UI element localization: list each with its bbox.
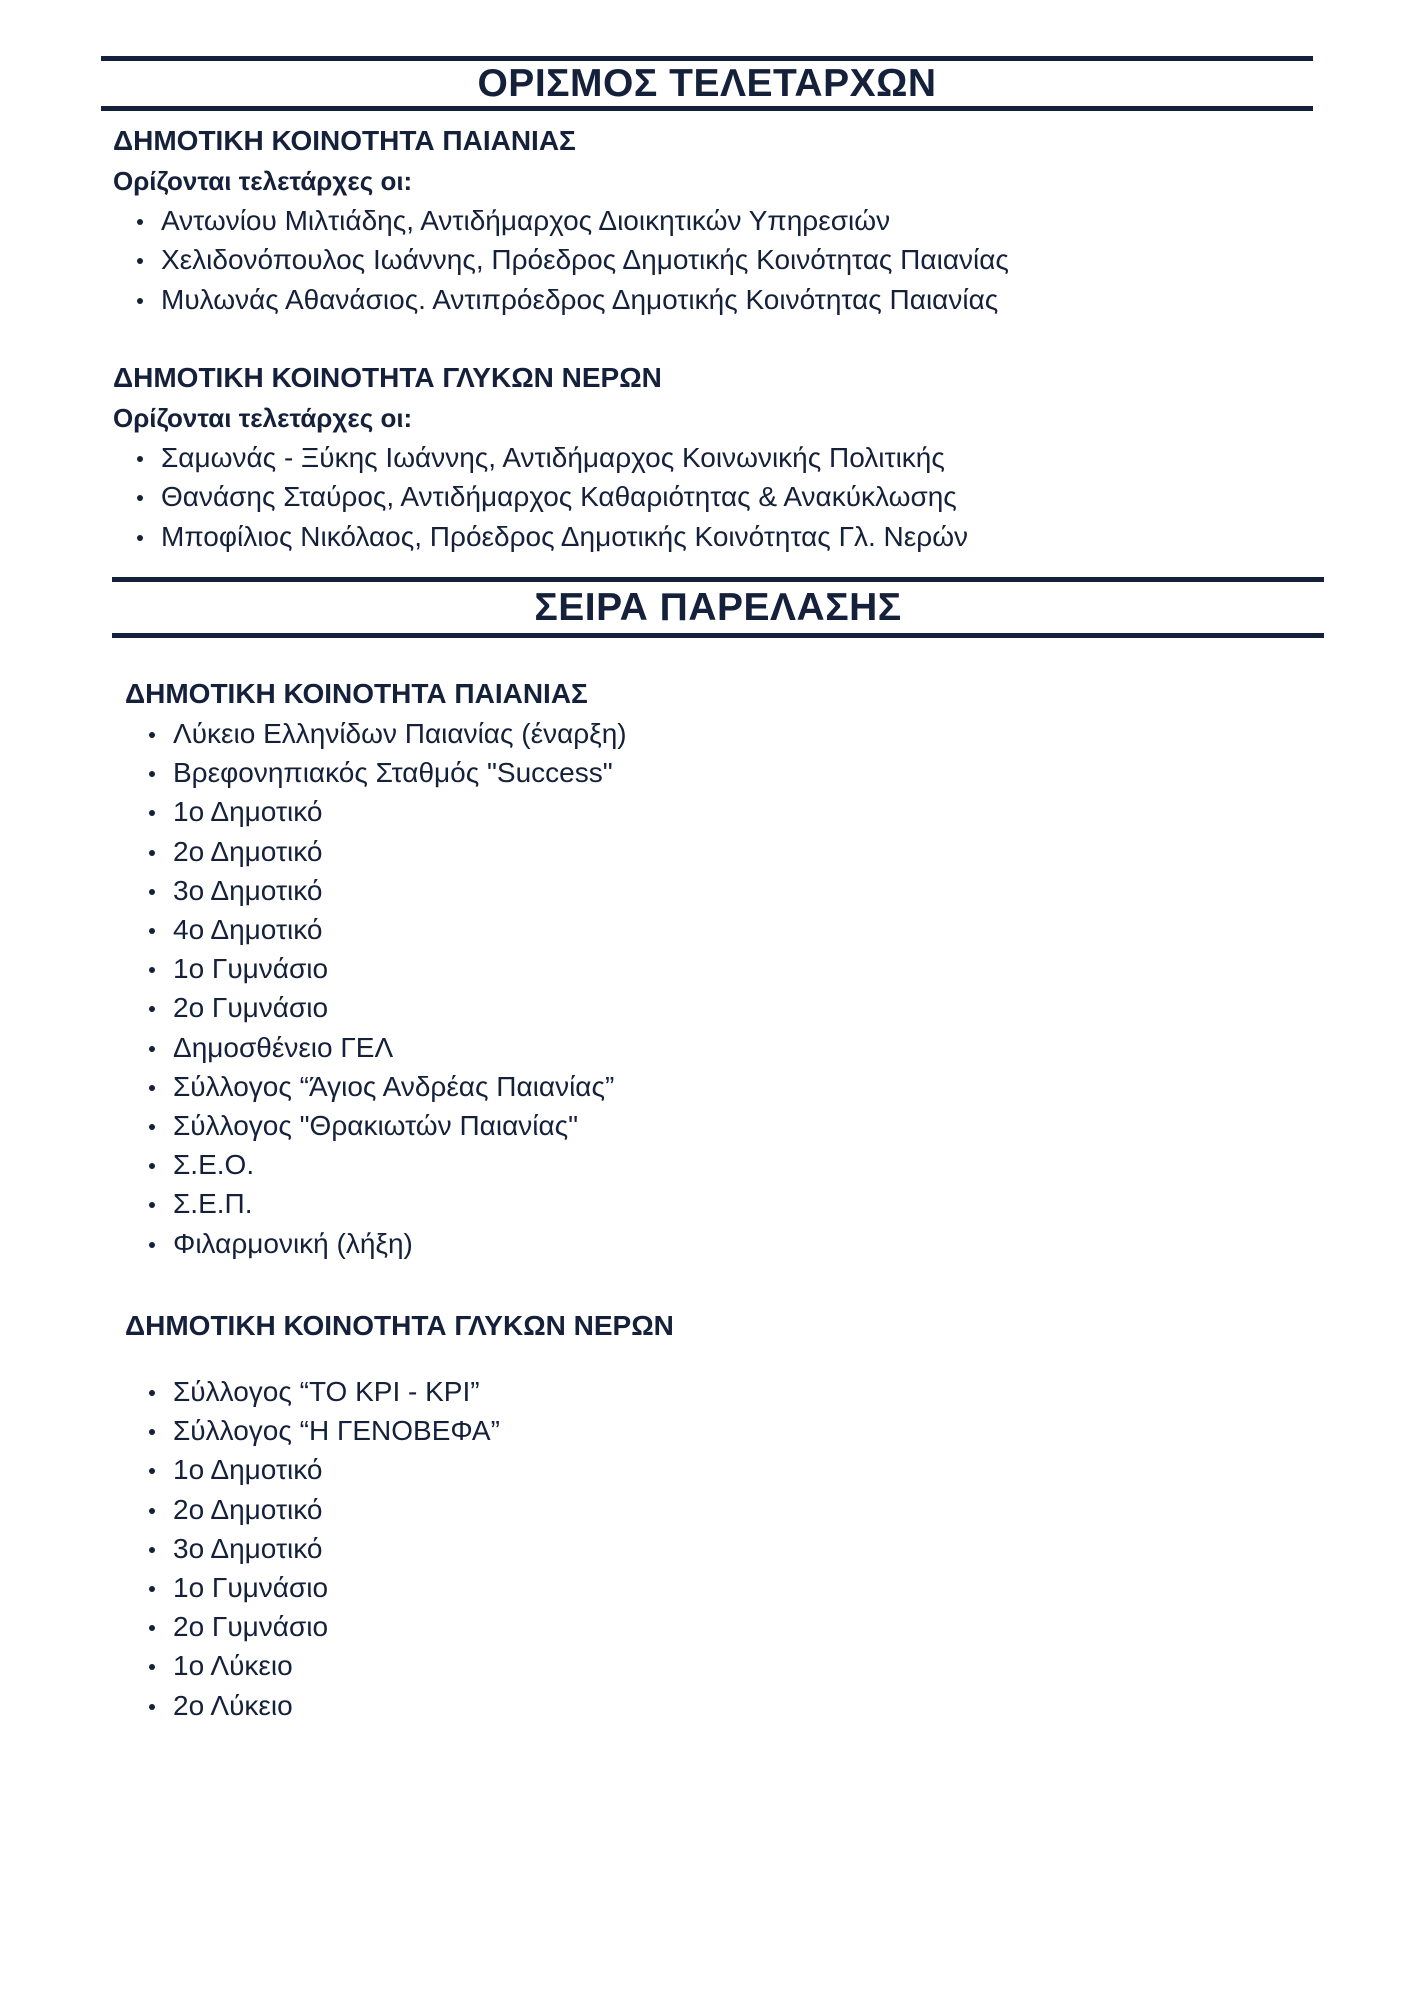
list-item: 1ο Δημοτικό: [125, 792, 627, 831]
list-item: 3ο Δημοτικό: [125, 1529, 674, 1568]
parelasi-glyka-nera-list: [125, 1372, 674, 1725]
teletarches-paiania-intro: Ορίζονται τελετάρχες οι:: [113, 166, 413, 196]
teletarches-paiania-list: [113, 201, 1009, 319]
parelasi-paiania-heading: ΔΗΜΟΤΙΚΗ ΚΟΙΝΟΤΗΤΑ ΠΑΙΑΝΙΑΣ: [125, 678, 588, 709]
list-item: Σύλλογος “Η ΓΕΝΟΒΕΦΑ”: [125, 1411, 674, 1450]
parelasi-glyka-nera-heading: ΔΗΜΟΤΙΚΗ ΚΟΙΝΟΤΗΤΑ ΓΛΥΚΩΝ ΝΕΡΩΝ: [125, 1310, 674, 1341]
spacer: [125, 1346, 674, 1372]
teletarches-paiania-heading: ΔΗΜΟΤΙΚΗ ΚΟΙΝΟΤΗΤΑ ΠΑΙΑΝΙΑΣ: [113, 125, 576, 156]
list-item: 2ο Γυμνάσιο: [125, 1607, 674, 1646]
parelasi-paiania-block: [125, 674, 627, 1263]
teletarches-title: ΟΡΙΣΜΟΣ ΤΕΛΕΤΑΡΧΩΝ: [477, 61, 937, 105]
teletarches-glyka-nera-block: [113, 358, 968, 556]
list-item: Μποφίλιος Νικόλαος, Πρόεδρος Δημοτικής Κοινότητας Γλ. Νερών: [113, 517, 968, 556]
teletarches-glyka-nera-list: [113, 438, 968, 556]
list-item: Θανάσης Σταύρος, Αντιδήμαρχος Καθαριότητας & Ανακύκλωσης: [113, 477, 968, 516]
list-item: Μυλωνάς Αθανάσιος. Αντιπρόεδρος Δημοτικής Κοινότητας Παιανίας: [113, 280, 1009, 319]
list-item: 1ο Γυμνάσιο: [125, 949, 627, 988]
list-item: 2ο Λύκειο: [125, 1686, 674, 1725]
list-item: 2ο Δημοτικό: [125, 832, 627, 871]
list-item: Φιλαρμονική (λήξη): [125, 1224, 627, 1263]
parelasi-glyka-nera-block: [125, 1306, 674, 1725]
list-item: Σαμωνάς - Ξύκης Ιωάννης, Αντιδήμαρχος Κοινωνικής Πολιτικής: [113, 438, 968, 477]
teletarches-glyka-nera-heading: ΔΗΜΟΤΙΚΗ ΚΟΙΝΟΤΗΤΑ ΓΛΥΚΩΝ ΝΕΡΩΝ: [113, 362, 662, 393]
parelasi-paiania-list: [125, 714, 627, 1263]
list-item: 1ο Δημοτικό: [125, 1450, 674, 1489]
list-item: Χελιδονόπουλος Ιωάννης, Πρόεδρος Δημοτικής Κοινότητας Παιανίας: [113, 240, 1009, 279]
list-item: 2ο Δημοτικό: [125, 1490, 674, 1529]
list-item: Σύλλογος “ΤΟ ΚΡΙ - ΚΡΙ”: [125, 1372, 674, 1411]
list-item: Σ.Ε.Ο.: [125, 1145, 627, 1184]
list-item: 1ο Λύκειο: [125, 1646, 674, 1685]
parelasi-title: ΣΕΙΡΑ ΠΑΡΕΛΑΣΗΣ: [534, 585, 902, 629]
list-item: 3ο Δημοτικό: [125, 871, 627, 910]
list-item: 1ο Γυμνάσιο: [125, 1568, 674, 1607]
list-item: Σύλλογος "Θρακιωτών Παιανίας": [125, 1106, 627, 1145]
teletarches-paiania-block: [113, 121, 1009, 319]
teletarches-title-band: [101, 56, 1313, 111]
parelasi-title-band: [112, 577, 1324, 638]
list-item: Λύκειο Ελληνίδων Παιανίας (έναρξη): [125, 714, 627, 753]
list-item: 2ο Γυμνάσιο: [125, 988, 627, 1027]
list-item: Αντωνίου Μιλτιάδης, Αντιδήμαρχος Διοικητικών Υπηρεσιών: [113, 201, 1009, 240]
list-item: Σ.Ε.Π.: [125, 1184, 627, 1223]
teletarches-glyka-nera-intro: Ορίζονται τελετάρχες οι:: [113, 403, 413, 433]
list-item: Σύλλογος “Άγιος Ανδρέας Παιανίας”: [125, 1067, 627, 1106]
list-item: 4ο Δημοτικό: [125, 910, 627, 949]
list-item: Βρεφονηπιακός Σταθμός "Success": [125, 753, 627, 792]
list-item: Δημοσθένειο ΓΕΛ: [125, 1028, 627, 1067]
